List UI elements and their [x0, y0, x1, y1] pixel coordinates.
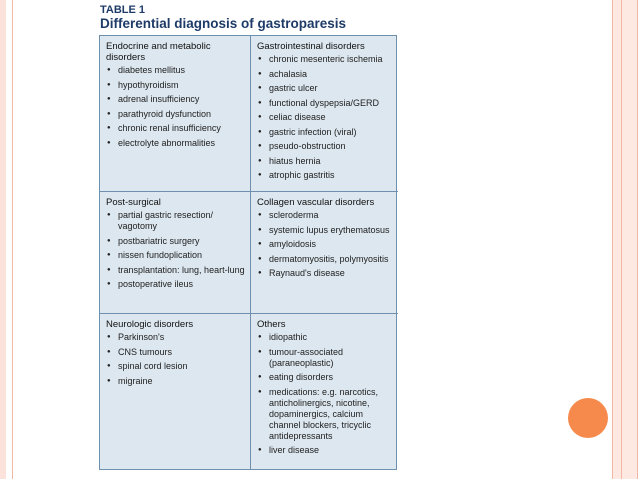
left-decor-band	[0, 0, 6, 479]
cell-collagen-vascular	[250, 192, 398, 314]
list-item: ● liver disease	[257, 445, 394, 456]
list-item: ● spinal cord lesion	[106, 361, 246, 372]
list-item: ● medications: e.g. narcotics, anticholinergics, nicotine, dopaminergics, calcium channel blockers, tricyclic antidepressants	[257, 387, 394, 442]
list-item: ● chronic renal insufficiency	[106, 123, 246, 134]
list-item: ● electrolyte abnormalities	[106, 138, 246, 149]
list-item: ● systemic lupus erythematosus	[257, 225, 394, 236]
list-item: ● eating disorders	[257, 372, 394, 383]
list-item: ● CNS tumours	[106, 347, 246, 358]
cell-list	[106, 210, 246, 290]
table-label: TABLE 1	[100, 4, 146, 16]
list-item: ● tumour-associated (paraneoplastic)	[257, 347, 394, 369]
right-decor-line-2	[621, 0, 622, 479]
table-header	[100, 4, 398, 36]
cell-others	[250, 314, 398, 469]
list-item: ● parathyroid dysfunction	[106, 109, 246, 120]
left-decor-line	[12, 0, 13, 479]
cell-list	[257, 332, 394, 456]
list-item: ● partial gastric resection/ vagotomy	[106, 210, 246, 232]
cell-heading: Others	[257, 319, 286, 330]
list-item: ● nissen fundoplication	[106, 250, 246, 261]
diagnosis-table	[99, 35, 397, 470]
list-item: ● atrophic gastritis	[257, 170, 394, 181]
list-item: ● amyloidosis	[257, 239, 394, 250]
list-item: ● gastric infection (viral)	[257, 127, 394, 138]
list-item: ● postbariatric surgery	[106, 236, 246, 247]
list-item: ● diabetes mellitus	[106, 65, 246, 76]
right-decor-band	[612, 0, 638, 479]
right-decor-line-1	[612, 0, 613, 479]
list-item: ● dermatomyositis, polymyositis	[257, 254, 394, 265]
cell-list	[257, 54, 394, 181]
cell-heading: Post-surgical	[106, 197, 161, 208]
list-item: ● adrenal insufficiency	[106, 94, 246, 105]
cell-heading: Gastrointestinal disorders	[257, 41, 365, 52]
list-item: ● postoperative ileus	[106, 279, 246, 290]
cell-list	[106, 65, 246, 149]
list-item: ● achalasia	[257, 69, 394, 80]
list-item: ● chronic mesenteric ischemia	[257, 54, 394, 65]
list-item: ● celiac disease	[257, 112, 394, 123]
list-item: ● hiatus hernia	[257, 156, 394, 167]
list-item: ● hypothyroidism	[106, 80, 246, 91]
list-item: ● idiopathic	[257, 332, 394, 343]
cell-list	[257, 210, 394, 279]
table-title: Differential diagnosis of gastroparesis	[100, 16, 347, 31]
list-item: ● Parkinson's	[106, 332, 246, 343]
cell-heading: Endocrine and metabolic disorders	[106, 41, 211, 63]
list-item: ● transplantation: lung, heart-lung	[106, 265, 246, 276]
cell-gastrointestinal	[250, 36, 398, 192]
orange-circle-decor	[568, 398, 608, 438]
cell-heading: Neurologic disorders	[106, 319, 194, 330]
cell-neurologic	[100, 314, 250, 469]
list-item: ● Raynaud's disease	[257, 268, 394, 279]
list-item: ● scleroderma	[257, 210, 394, 221]
list-item: ● functional dyspepsia/GERD	[257, 98, 394, 109]
cell-endocrine	[100, 36, 250, 192]
cell-post-surgical	[100, 192, 250, 314]
list-item: ● migraine	[106, 376, 246, 387]
list-item: ● pseudo-obstruction	[257, 141, 394, 152]
cell-heading: Collagen vascular disorders	[257, 197, 375, 208]
list-item: ● gastric ulcer	[257, 83, 394, 94]
cell-list	[106, 332, 246, 387]
